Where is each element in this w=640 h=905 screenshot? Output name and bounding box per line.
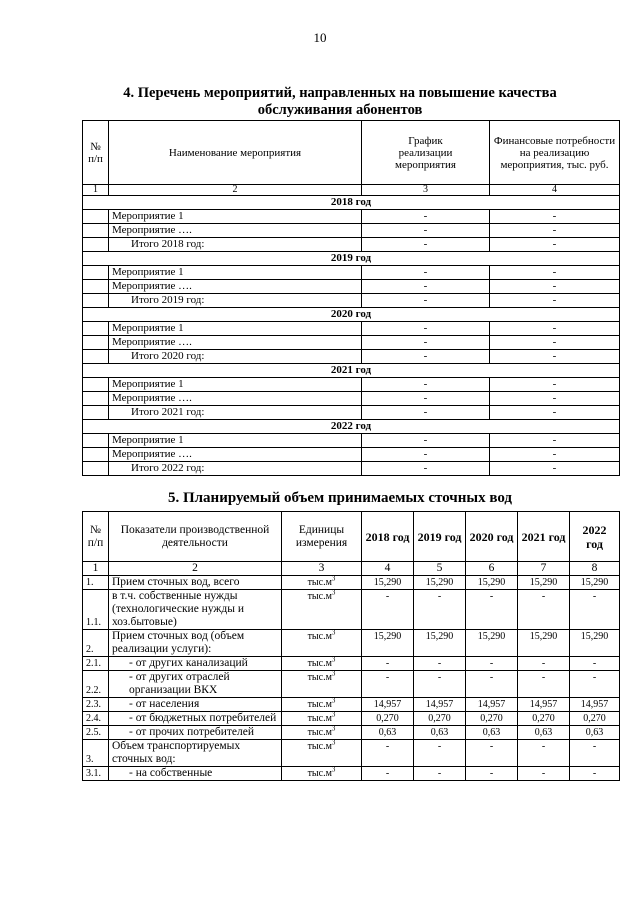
indicator-num: 1.1. — [83, 590, 109, 630]
header-year: 2018 год — [362, 512, 414, 562]
indicator-num: 2.2. — [83, 671, 109, 698]
section4-title — [60, 85, 620, 119]
year-label: 2021 год — [83, 364, 620, 378]
unit-superscript: 3 — [331, 670, 336, 678]
col-number: 3 — [362, 185, 490, 196]
measure-row — [83, 336, 620, 350]
measure-finance: - — [490, 294, 620, 308]
year-label: 2022 год — [83, 420, 620, 434]
unit-text: тыс.м — [307, 727, 332, 738]
measure-name: Итого 2022 год: — [109, 462, 362, 476]
indicator-value: - — [518, 590, 570, 630]
indicator-unit — [282, 767, 362, 781]
measure-row — [83, 210, 620, 224]
indicator-value: - — [466, 740, 518, 767]
measure-num — [83, 294, 109, 308]
measure-schedule: - — [362, 210, 490, 224]
unit-superscript: 3 — [331, 589, 336, 597]
indicator-value: - — [414, 590, 466, 630]
measure-row — [83, 448, 620, 462]
indicator-value: - — [414, 767, 466, 781]
measure-schedule: - — [362, 462, 490, 476]
header-year: 2020 год — [466, 512, 518, 562]
measure-schedule: - — [362, 322, 490, 336]
indicator-unit — [282, 657, 362, 671]
measure-num — [83, 434, 109, 448]
indicator-value: 15,290 — [362, 630, 414, 657]
indicator-value: 14,957 — [570, 698, 620, 712]
indicator-value: - — [414, 671, 466, 698]
indicator-value: - — [466, 767, 518, 781]
indicator-name: в т.ч. собственные нужды (технологические нужды и хоз.бытовые) — [109, 590, 282, 630]
indicator-unit — [282, 726, 362, 740]
col-number: 2 — [109, 185, 362, 196]
measure-finance: - — [490, 378, 620, 392]
measure-schedule: - — [362, 392, 490, 406]
measure-row — [83, 462, 620, 476]
measure-row — [83, 434, 620, 448]
indicator-value: - — [466, 657, 518, 671]
unit-text: тыс.м — [307, 672, 332, 683]
indicator-value: - — [466, 590, 518, 630]
measure-finance: - — [490, 280, 620, 294]
unit-superscript: 3 — [331, 629, 336, 637]
indicator-row — [83, 712, 620, 726]
indicator-name: - от бюджетных потребителей — [109, 712, 282, 726]
measure-row — [83, 238, 620, 252]
indicator-value: - — [518, 740, 570, 767]
measure-row — [83, 378, 620, 392]
unit-superscript: 3 — [331, 725, 336, 733]
col-number: 4 — [490, 185, 620, 196]
measure-schedule: - — [362, 448, 490, 462]
indicator-value: 15,290 — [570, 576, 620, 590]
measure-num — [83, 378, 109, 392]
unit-superscript: 3 — [331, 656, 336, 664]
unit-text: тыс.м — [307, 577, 332, 588]
indicator-name: Прием сточных вод, всего — [109, 576, 282, 590]
indicator-value: 15,290 — [518, 630, 570, 657]
measure-num — [83, 392, 109, 406]
col-number: 6 — [466, 562, 518, 576]
indicator-value: 14,957 — [518, 698, 570, 712]
measure-num — [83, 224, 109, 238]
header-year: 2022 год — [570, 512, 620, 562]
indicator-num: 2. — [83, 630, 109, 657]
unit-text: тыс.м — [307, 699, 332, 710]
year-row — [83, 420, 620, 434]
measure-row — [83, 322, 620, 336]
indicator-unit — [282, 698, 362, 712]
header-finance: Финансовые потребности на реализацию мероприятия, тыс. руб. — [490, 121, 620, 185]
indicator-value: - — [362, 590, 414, 630]
year-label: 2018 год — [83, 196, 620, 210]
measure-finance: - — [490, 448, 620, 462]
measure-num — [83, 350, 109, 364]
indicator-value: - — [570, 657, 620, 671]
indicator-value: 14,957 — [414, 698, 466, 712]
measure-name: Мероприятие …. — [109, 448, 362, 462]
indicator-value: 15,290 — [466, 630, 518, 657]
indicator-row — [83, 767, 620, 781]
measure-finance: - — [490, 336, 620, 350]
indicator-num: 2.4. — [83, 712, 109, 726]
indicator-num: 3. — [83, 740, 109, 767]
wastewater-header-row — [83, 512, 620, 562]
measure-name: Мероприятие 1 — [109, 434, 362, 448]
indicator-value: 15,290 — [570, 630, 620, 657]
measures-table — [82, 120, 620, 476]
unit-superscript: 3 — [331, 711, 336, 719]
measure-name: Итого 2020 год: — [109, 350, 362, 364]
year-row — [83, 252, 620, 266]
unit-text: тыс.м — [307, 741, 332, 752]
indicator-value: 0,270 — [362, 712, 414, 726]
col-number: 8 — [570, 562, 620, 576]
measure-schedule: - — [362, 280, 490, 294]
measure-schedule: - — [362, 224, 490, 238]
indicator-row — [83, 740, 620, 767]
indicator-value: - — [570, 767, 620, 781]
header-name: Наименование мероприятия — [109, 121, 362, 185]
indicator-num: 1. — [83, 576, 109, 590]
indicator-value: - — [570, 590, 620, 630]
measure-num — [83, 406, 109, 420]
page-number: 10 — [313, 30, 327, 45]
measure-row — [83, 280, 620, 294]
measure-finance: - — [490, 392, 620, 406]
indicator-row — [83, 698, 620, 712]
measures-header-row — [83, 121, 620, 185]
unit-text: тыс.м — [307, 658, 332, 669]
indicator-value: 0,63 — [518, 726, 570, 740]
header-indicator: Показатели производственной деятельности — [109, 512, 282, 562]
indicator-row — [83, 630, 620, 657]
measure-row — [83, 406, 620, 420]
unit-superscript: 3 — [331, 739, 336, 747]
wastewater-table — [82, 511, 620, 781]
measure-num — [83, 462, 109, 476]
indicator-unit — [282, 712, 362, 726]
measure-finance: - — [490, 322, 620, 336]
measure-row — [83, 224, 620, 238]
measure-num — [83, 210, 109, 224]
col-number: 1 — [83, 562, 109, 576]
measure-schedule: - — [362, 336, 490, 350]
indicator-value: - — [518, 657, 570, 671]
indicator-unit — [282, 576, 362, 590]
indicator-value: - — [414, 657, 466, 671]
wastewater-col-numbers — [83, 562, 620, 576]
indicator-value: - — [362, 767, 414, 781]
indicator-value: 0,270 — [518, 712, 570, 726]
measure-finance: - — [490, 406, 620, 420]
measure-name: Мероприятие …. — [109, 224, 362, 238]
measure-row — [83, 266, 620, 280]
indicator-value: 0,63 — [414, 726, 466, 740]
measure-schedule: - — [362, 238, 490, 252]
indicator-value: - — [362, 740, 414, 767]
measure-name: Итого 2018 год: — [109, 238, 362, 252]
indicator-num: 2.1. — [83, 657, 109, 671]
measure-name: Итого 2019 год: — [109, 294, 362, 308]
header-num: № п/п — [83, 512, 109, 562]
indicator-row — [83, 671, 620, 698]
measure-schedule: - — [362, 434, 490, 448]
indicator-value: - — [570, 671, 620, 698]
indicator-name: Объем транспортируемых сточных вод: — [109, 740, 282, 767]
indicator-value: - — [414, 740, 466, 767]
measure-name: Мероприятие …. — [109, 280, 362, 294]
year-label: 2020 год — [83, 308, 620, 322]
indicator-name: - от других канализаций — [109, 657, 282, 671]
indicator-value: 0,63 — [466, 726, 518, 740]
col-number: 1 — [83, 185, 109, 196]
measure-finance: - — [490, 434, 620, 448]
measure-schedule: - — [362, 378, 490, 392]
indicator-value: 0,63 — [570, 726, 620, 740]
header-schedule: График реализации мероприятия — [362, 121, 490, 185]
indicator-num: 3.1. — [83, 767, 109, 781]
header-num: № п/п — [83, 121, 109, 185]
indicator-value: - — [570, 740, 620, 767]
col-number: 4 — [362, 562, 414, 576]
measure-schedule: - — [362, 406, 490, 420]
indicator-unit — [282, 590, 362, 630]
indicator-row — [83, 726, 620, 740]
section5-title: 5. Планируемый объем принимаемых сточных вод — [167, 490, 513, 506]
year-row — [83, 364, 620, 378]
section4-title-line2: обслуживания абонентов — [257, 102, 423, 118]
measure-schedule: - — [362, 350, 490, 364]
unit-text: тыс.м — [307, 768, 332, 779]
indicator-value: 15,290 — [414, 630, 466, 657]
measure-num — [83, 448, 109, 462]
measure-row — [83, 350, 620, 364]
col-number: 3 — [282, 562, 362, 576]
measure-num — [83, 322, 109, 336]
indicator-value: - — [362, 671, 414, 698]
measure-num — [83, 336, 109, 350]
year-label: 2019 год — [83, 252, 620, 266]
measure-name: Мероприятие 1 — [109, 210, 362, 224]
indicator-num: 2.5. — [83, 726, 109, 740]
indicator-unit — [282, 671, 362, 698]
measure-num — [83, 280, 109, 294]
year-row — [83, 308, 620, 322]
unit-text: тыс.м — [307, 713, 332, 724]
unit-superscript: 3 — [331, 766, 336, 774]
header-year: 2019 год — [414, 512, 466, 562]
col-number: 2 — [109, 562, 282, 576]
unit-superscript: 3 — [331, 575, 336, 583]
measure-finance: - — [490, 266, 620, 280]
indicator-name: - от других отраслей организации ВКХ — [109, 671, 282, 698]
indicator-row — [83, 576, 620, 590]
indicator-value: 15,290 — [466, 576, 518, 590]
indicator-value: - — [466, 671, 518, 698]
measure-schedule: - — [362, 294, 490, 308]
indicator-value: 14,957 — [362, 698, 414, 712]
unit-text: тыс.м — [307, 631, 332, 642]
measures-col-numbers — [83, 185, 620, 196]
indicator-value: 15,290 — [414, 576, 466, 590]
measure-finance: - — [490, 350, 620, 364]
indicator-value: - — [518, 767, 570, 781]
measure-row — [83, 294, 620, 308]
indicator-unit — [282, 630, 362, 657]
unit-text: тыс.м — [307, 591, 332, 602]
measure-finance: - — [490, 210, 620, 224]
indicator-name: Прием сточных вод (объем реализации услуги): — [109, 630, 282, 657]
measure-schedule: - — [362, 266, 490, 280]
indicator-value: 0,270 — [414, 712, 466, 726]
indicator-value: 0,63 — [362, 726, 414, 740]
indicator-value: 15,290 — [518, 576, 570, 590]
measure-name: Мероприятие 1 — [109, 322, 362, 336]
measure-row — [83, 392, 620, 406]
indicator-value: 0,270 — [466, 712, 518, 726]
indicator-row — [83, 590, 620, 630]
section4-title-line1: 4. Перечень мероприятий, направленных на повышение качества — [123, 85, 557, 101]
indicator-unit — [282, 740, 362, 767]
indicator-value: 15,290 — [362, 576, 414, 590]
indicator-value: - — [518, 671, 570, 698]
indicator-name: - от прочих потребителей — [109, 726, 282, 740]
measure-finance: - — [490, 238, 620, 252]
measure-name: Мероприятие 1 — [109, 266, 362, 280]
unit-superscript: 3 — [331, 697, 336, 705]
header-unit: Единицы измерения — [282, 512, 362, 562]
col-number: 5 — [414, 562, 466, 576]
indicator-name: - от населения — [109, 698, 282, 712]
indicator-value: 0,270 — [570, 712, 620, 726]
year-row — [83, 196, 620, 210]
measure-num — [83, 238, 109, 252]
measure-name: Мероприятие 1 — [109, 378, 362, 392]
measure-name: Итого 2021 год: — [109, 406, 362, 420]
indicator-name: - на собственные — [109, 767, 282, 781]
col-number: 7 — [518, 562, 570, 576]
indicator-row — [83, 657, 620, 671]
measure-name: Мероприятие …. — [109, 336, 362, 350]
indicator-num: 2.3. — [83, 698, 109, 712]
measure-name: Мероприятие …. — [109, 392, 362, 406]
measure-num — [83, 266, 109, 280]
measure-finance: - — [490, 462, 620, 476]
indicator-value: - — [362, 657, 414, 671]
measure-finance: - — [490, 224, 620, 238]
header-year: 2021 год — [518, 512, 570, 562]
indicator-value: 14,957 — [466, 698, 518, 712]
